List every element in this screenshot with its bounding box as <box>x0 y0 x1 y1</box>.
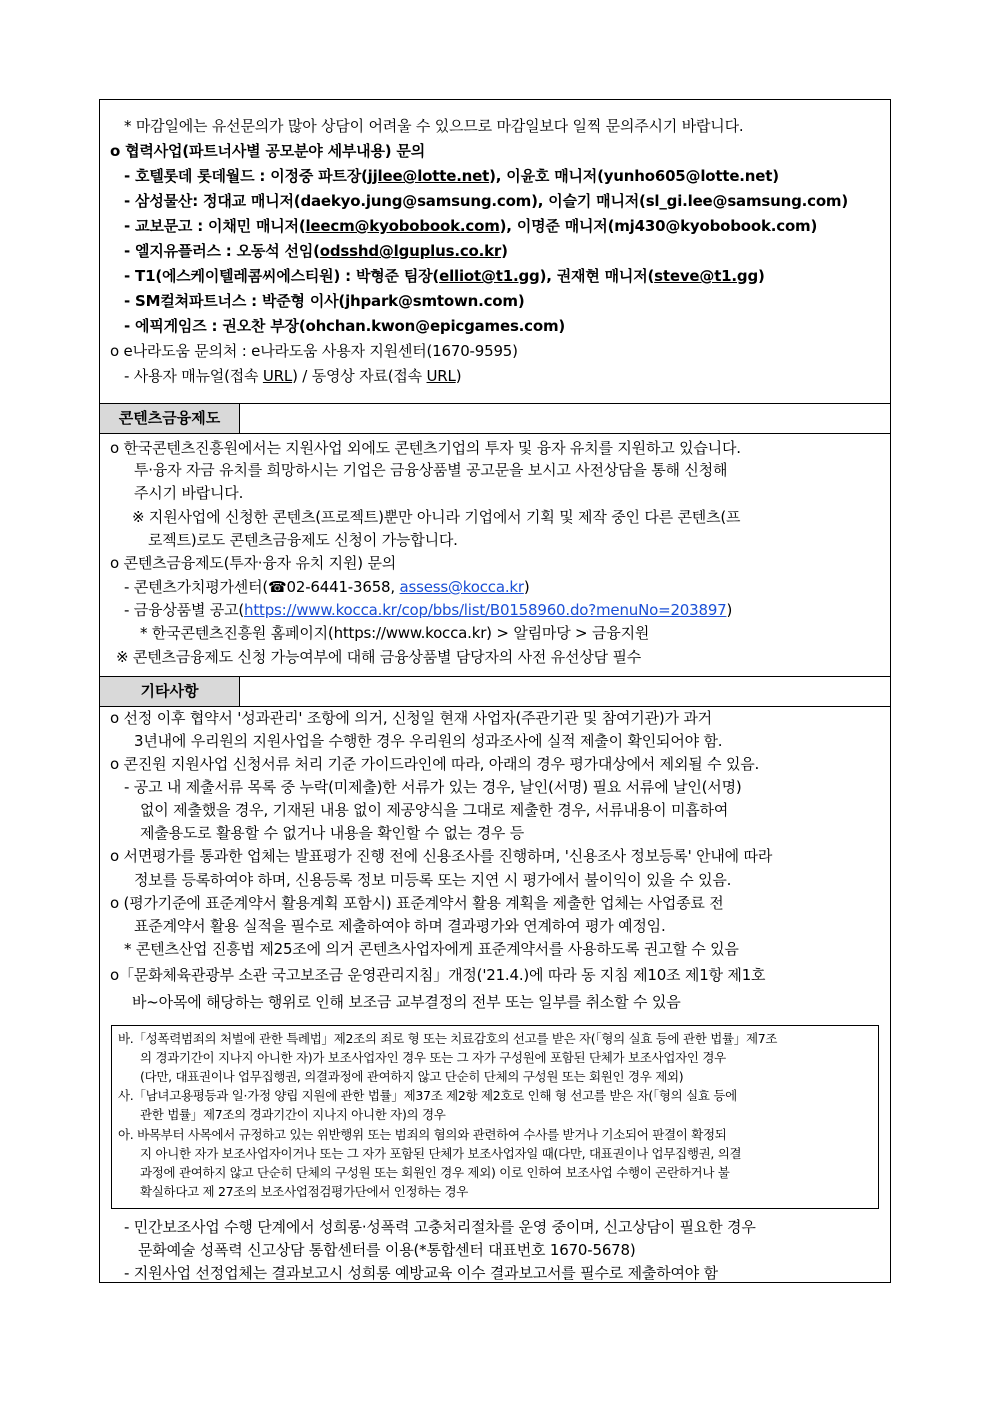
product-notice: - 금융상품별 공고(https://www.kocca.kr/cop/bbs/list/B0158960.do?menuNo=203897) <box>124 601 733 619</box>
regulation-line: 의 경과기간이 지나지 아니한 자)가 보조사업자인 경우 또는 그 자가 구성원에 포함된 단체가 보조사업자인 경우 <box>140 1050 726 1065</box>
etc-line: o「문화체육관광부 소관 국고보조금 운영관리지침」개정('21.4.)에 따라 동 지침 제10조 제1항 제1호 <box>110 966 766 984</box>
etc-line: 바~아목에 해당하는 행위로 인해 보조금 교부결정의 전부 또는 일부를 취소할 수 있음 <box>132 993 681 1011</box>
etc-line: o 선정 이후 협약서 '성과관리' 조항에 의거, 신청일 현재 사업자(주관기관 및 참여기관)가 과거 <box>110 709 712 727</box>
deadline-note: * 마감일에는 유선문의가 많아 상담이 어려울 수 있으므로 마감일보다 일찍 문의주시기 바랍니다. <box>124 117 744 135</box>
regulation-line: (다만, 대표권이나 업무집행권, 의결과정에 관여하지 않고 단순히 단체의 구성원 또는 회원인 경우 제외) <box>140 1069 684 1084</box>
email-link[interactable]: odsshd@lguplus.co.kr <box>319 242 502 260</box>
section-header-etc: 기타사항 <box>100 677 240 706</box>
finance-intro-3: 주시기 바랍니다. <box>134 484 244 502</box>
assess-email-link[interactable]: assess@kocca.kr <box>399 578 524 596</box>
regulation-line: 과정에 관여하지 않고 단순히 단체의 구성원 또는 회원인 경우 제외) 이로 인하여 보조사업 수행이 곤란하거나 불 <box>140 1165 730 1180</box>
regulation-line: 사.「남녀고용평등과 일·가정 양립 지원에 관한 법률」제37조 제2항 제2호로 인해 형 선고를 받은 자(「형의 실효 등에 <box>118 1088 737 1103</box>
etc-tail-line: 문화예술 성폭력 신고상담 통합센터를 이용(*통합센터 대표번호 1670-5678) <box>138 1241 636 1259</box>
kocca-homepage-note: * 한국콘텐츠진흥원 홈페이지(https://www.kocca.kr) > 알림마당 > 금융지원 <box>140 624 650 642</box>
etc-line: o (평가기준에 표준계약서 활용계획 포함시) 표준계약서 활용 계획을 제출한 업체는 사업종료 전 <box>110 894 724 912</box>
etc-line: - 공고 내 제출서류 목록 중 누락(미제출)한 서류가 있는 경우, 날인(서명) 필요 서류에 날인(서명) <box>124 778 742 796</box>
enara-contact: o e나라도움 문의처 : e나라도움 사용자 지원센터(1670-9595) <box>110 342 518 360</box>
email-link[interactable]: leecm@kyobobook.com <box>305 217 500 235</box>
etc-line: 표준계약서 활용 실적을 필수로 제출하여야 하며 결과평가와 연계하여 평가 예정임. <box>134 917 666 935</box>
etc-line: o 콘진원 지원사업 신청서류 처리 기준 가이드라인에 따라, 아래의 경우 평가대상에서 제외될 수 있음. <box>110 755 760 773</box>
notice-url-link[interactable]: https://www.kocca.kr/cop/bbs/list/B0158960.do?menuNo=203897 <box>244 601 727 619</box>
email-link[interactable]: elliot@t1.gg <box>439 267 540 285</box>
regulation-line: 바.「성폭력범죄의 처벌에 관한 특례법」제2조의 죄로 형 또는 치료감호의 선고를 받은 자(「형의 실효 등에 관한 법률」제7조 <box>118 1031 778 1046</box>
etc-line: 제출용도로 활용할 수 없거나 내용을 확인할 수 없는 경우 등 <box>140 824 525 842</box>
partner-sm: - SM컬쳐파트너스 : 박준형 이사(jhpark@smtown.com) <box>124 292 525 310</box>
etc-line: 없이 제출했을 경우, 기재된 내용 없이 제공양식을 그대로 제출한 경우, 서류내용이 미흡하여 <box>140 801 729 819</box>
valuation-center: - 콘텐츠가치평가센터(☎02-6441-3658, assess@kocca.kr) <box>124 578 530 596</box>
finance-intro-2: 투·융자 자금 유치를 희망하시는 기업은 금융상품별 공고문을 보시고 사전상담을 통해 신청해 <box>134 461 728 479</box>
regulation-line: 관한 법률」제7조의 경과기간이 지나지 아니한 자)의 경우 <box>140 1107 446 1122</box>
etc-line: * 콘텐츠산업 진흥법 제25조에 의거 콘텐츠사업자에게 표준계약서를 사용하도록 권고할 수 있음 <box>124 940 739 958</box>
partner-heading: o 협력사업(파트너사별 공모분야 세부내용) 문의 <box>110 142 426 160</box>
manual-url-link[interactable]: URL <box>262 367 293 385</box>
finance-inquiry: o 콘텐츠금융제도(투자·융자 유치 지원) 문의 <box>110 554 397 572</box>
video-url-link[interactable]: URL <box>426 367 456 385</box>
etc-line: 3년내에 우리원의 지원사업을 수행한 경우 우리원의 성과조사에 실적 제출이 확인되어야 함. <box>134 732 723 750</box>
finance-note-1: ※ 지원사업에 신청한 콘텐츠(프로젝트)뿐만 아니라 기업에서 기획 및 제작 중인 다른 콘텐츠(프 <box>132 508 741 526</box>
partner-lotte: - 호텔롯데 롯데월드 : 이정중 파트장(jjlee@lotte.net), 이윤호 매니저(yunho605@lotte.net) <box>124 167 779 185</box>
section-header-finance: 콘텐츠금융제도 <box>100 404 240 433</box>
etc-line: o 서면평가를 통과한 업체는 발표평가 진행 전에 신용조사를 진행하며, '신용조사 정보등록' 안내에 따라 <box>110 847 773 865</box>
etc-tail-line: - 민간보조사업 수행 단계에서 성희롱·성폭력 고충처리절차를 운영 중이며, 신고상담이 필요한 경우 <box>124 1218 756 1236</box>
divider <box>100 433 890 434</box>
regulation-line: 아. 바목부터 사목에서 규정하고 있는 위반행위 또는 범죄의 혐의와 관련하여 수사를 받거나 기소되어 판결이 확정되 <box>118 1127 727 1142</box>
etc-line: 정보를 등록하여야 하며, 신용등록 정보 미등록 또는 지연 시 평가에서 불이익이 있을 수 있음. <box>134 871 732 889</box>
finance-intro-1: o 한국콘텐츠진흥원에서는 지원사업 외에도 콘텐츠기업의 투자 및 융자 유치를 지원하고 있습니다. <box>110 439 741 457</box>
etc-tail-line: - 지원사업 선정업체는 결과보고시 성희롱 예방교육 이수 결과보고서를 필수로 제출하여야 함 <box>124 1264 718 1282</box>
email-link[interactable]: jjlee@lotte.net <box>367 167 490 185</box>
partner-lguplus: - 엘지유플러스 : 오동석 선임(odsshd@lguplus.co.kr) <box>124 242 508 260</box>
partner-kyobo: - 교보문고 : 이채민 매니저(leecm@kyobobook.com), 이명준 매니저(mj430@kyobobook.com) <box>124 217 818 235</box>
partner-t1: - T1(에스케이텔레콤씨에스티원) : 박형준 팀장(elliot@t1.gg), 권재현 매니저(steve@t1.gg) <box>124 267 765 285</box>
partner-samsung: - 삼성물산: 정대교 매니저(daekyo.jung@samsung.com), 이슬기 매니저(sl_gi.lee@samsung.com) <box>124 192 849 210</box>
finance-note-2: 로젝트)로도 콘텐츠금융제도 신청이 가능합니다. <box>148 531 458 549</box>
finance-must-note: ※ 콘텐츠금융제도 신청 가능여부에 대해 금융상품별 담당자의 사전 유선상담 필수 <box>116 648 642 666</box>
regulation-line: 확실하다고 제 27조의 보조사업점검평가단에서 인정하는 경우 <box>140 1184 469 1199</box>
partner-epic: - 에픽게임즈 : 권오찬 부장(ohchan.kwon@epicgames.com) <box>124 317 566 335</box>
email-link[interactable]: steve@t1.gg <box>654 267 758 285</box>
manual-line: - 사용자 매뉴얼(접속 URL) / 동영상 자료(접속 URL) <box>124 367 462 385</box>
regulation-line: 지 아니한 자가 보조사업자이거나 또는 그 자가 포함된 단체가 보조사업자일 때(다만, 대표권이나 업무집행권, 의결 <box>140 1146 742 1161</box>
